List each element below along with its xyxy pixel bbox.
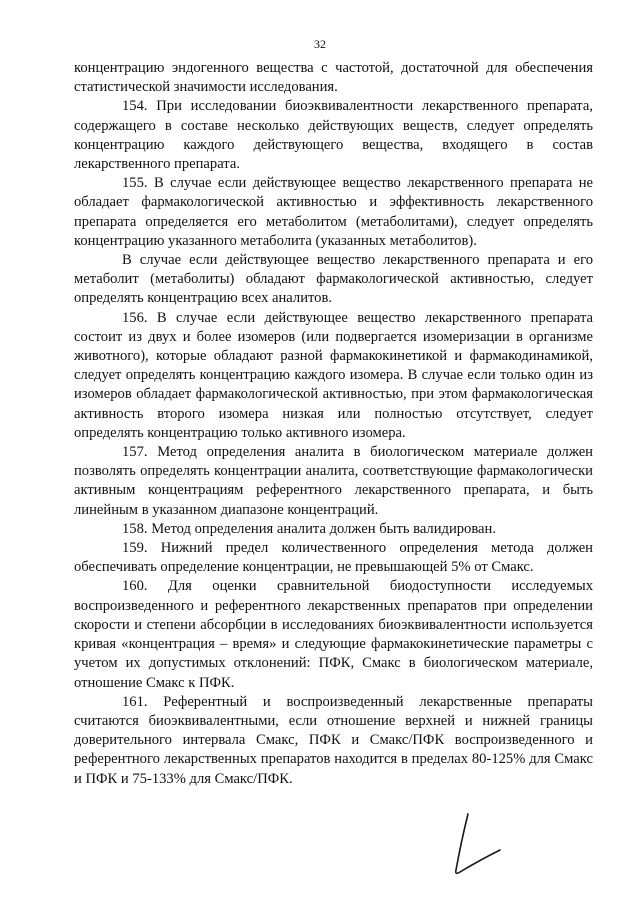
paragraph-159: 159. Нижний предел количественного определения метода должен обеспечивать определение концентрации, не превышающей 5% от Смакс. xyxy=(74,540,593,576)
paragraph-154: 154. При исследовании биоэквивалентности лекарственного препарата, содержащего в составе несколько действующих веществ, следует определять концентрацию каждого действующего вещества, входящего в состав лекарственного препарата. xyxy=(74,98,593,173)
paragraph-161: 161. Референтный и воспроизведенный лекарственные препараты считаются биоэквивалентными, если отношение верхней и нижней границы доверительного интервала Смакс, ПФК и Смакс/ПФК воспроизведенного и референтного лекарственных препаратов находится в пределах 80-125% для Смакс и ПФК и 75-133% для Смакс/ПФК. xyxy=(74,693,593,787)
paragraph-157: 157. Метод определения аналита в биологическом материале должен позволять определять концентрации аналита, соответствующие фармакологически активным концентрациям референтного лекарственного препарата, и быть линейным в указанном диапазоне концентраций. xyxy=(74,444,593,518)
paragraph-160: 160. Для оценки сравнительной биодоступности исследуемых воспроизведенного и референтного лекарственных препаратов при определении скорости и степени абсорбции в исследованиях биоэквивалентности используется кривая «концентрация – время» и следующие фармакокинетические параметры с учетом их допустимых отклонений: ПФК, Смакс в биологическом материале, отношение Смакс к ПФК. xyxy=(74,578,593,691)
paragraph-155-continued: В случае если действующее вещество лекарственного препарата и его метаболит (метаболиты) обладают фармакологической активностью, следует определять концентрацию всех аналитов. xyxy=(74,252,593,307)
paragraph-155: 155. В случае если действующее вещество лекарственного препарата не обладает фармакологической активностью и эффективность лекарственного препарата определяется его метаболитом (метаболитами), следует определять концентрацию указанного метаболита (указанных метаболитов). xyxy=(74,175,593,249)
page-number: 32 xyxy=(314,37,326,51)
paragraph-158: 158. Метод определения аналита должен быть валидирован. xyxy=(122,520,496,537)
document-body xyxy=(74,59,593,789)
paragraph-continuation: концентрацию эндогенного вещества с частотой, достаточной для обеспечения статистической значимости исследования. xyxy=(74,60,593,96)
handwritten-signature xyxy=(440,810,510,880)
paragraph-156: 156. В случае если действующее вещество лекарственного препарата состоит из двух и более изомеров (или подвергается изомеризации в организме животного), которые обладают разной фармакокинетикой и фармакодинамикой, следует определять концентрацию каждого изомера. В случае если только один из изомеров обладает фармакологической активностью, при этом фармакологическая активность второго изомера низкая или полностью отсутствует, следует определять концентрацию только активного изомера. xyxy=(74,309,593,441)
